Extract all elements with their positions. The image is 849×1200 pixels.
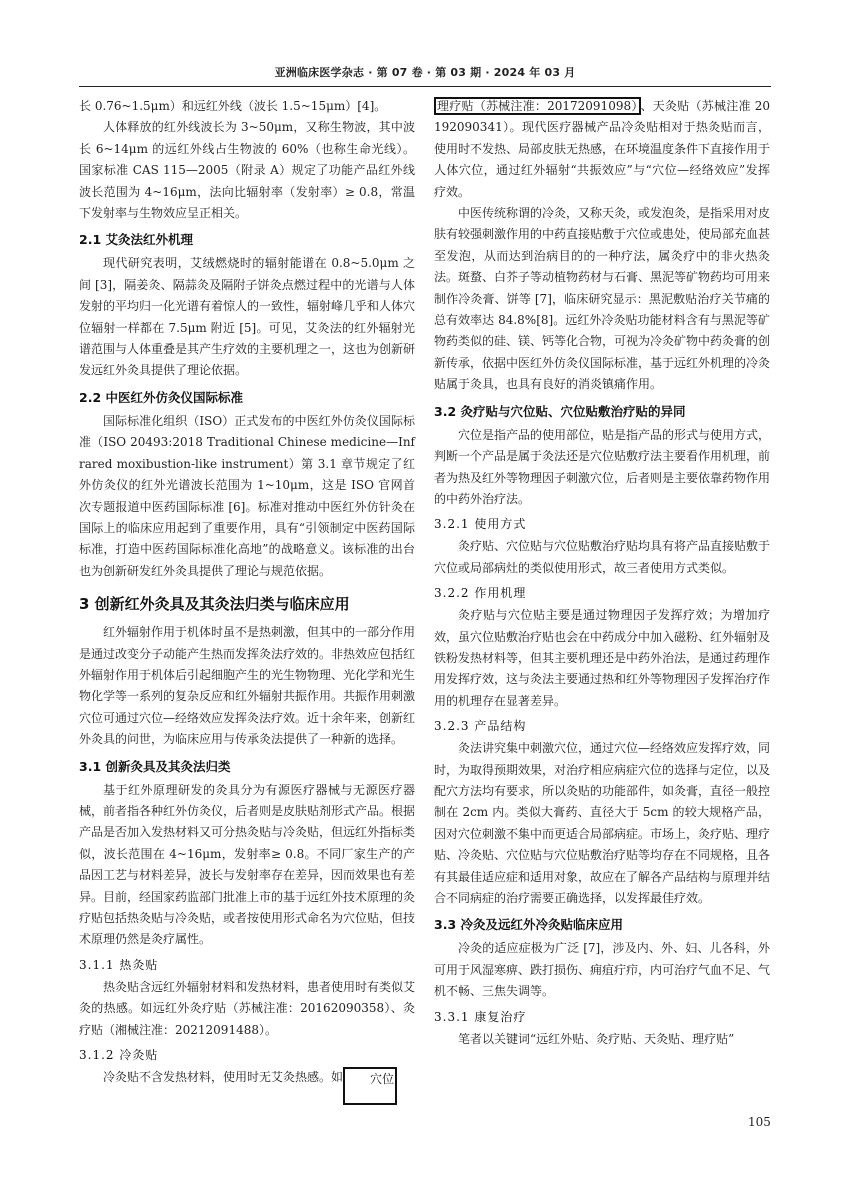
highlight-box: 理疗贴（苏械注准：20172091098） xyxy=(434,97,641,115)
paragraph: 穴位是指产品的使用部位，贴是指产品的形式与使用方式，判断一个产品是属于灸法还是穴位贴敷疗法主要看作用机理，前者为热及红外等物理因子刺激穴位，后者则是主要依靠药物作用的中药外治疗法。 xyxy=(434,427,771,506)
paragraph xyxy=(79,1067,415,1105)
paragraph: 人体释放的红外线波长为 3~50μm，又称生物波，其中波长 6~14μm 的远红外线占生物波的 60%（也称生命光线）。国家标准 CAS 115—2005（附录 A）规定了功能产品红外线波长范围为 4~16μm，法向比辐射率（发射率）≥ 0.8，常温下发射率与生物效应呈正相关。 xyxy=(79,120,415,221)
paragraph: 基于红外原理研发的灸具分为有源医疗器械与无源医疗器械，前者指各种红外仿灸仪，后者则是皮肤贴剂形式产品。根据产品是否加入发热材料又可分热灸贴与冷灸贴，但远红外指标类似，波长范围在 4~16μm，发射率≥ 0.8。不同厂家生产的产品因工艺与材料差异，波长与发射率存在差异，因而效果也有差异。目前，经国家药监部门批准上市的基于远红外技术原理的灸疗贴包括热灸贴与冷灸贴，或者按使用形式命名为穴位贴，但技术原理仍然是灸疗属性。 xyxy=(79,782,416,947)
paragraph: 灸疗贴、穴位贴与穴位贴敷治疗贴均具有将产品直接贴敷于穴位或局部病灶的类似使用形式，故三者使用方式类似。 xyxy=(434,539,771,575)
page-number: 105 xyxy=(748,1115,771,1129)
paragraph xyxy=(434,96,770,203)
paragraph: 长 0.76~1.5μm）和远红外线（波长 1.5~15μm）[4]。 xyxy=(79,99,387,113)
section-heading: 2.1 艾灸法红外机理 xyxy=(79,232,193,248)
section-heading: 3.2 灸疗贴与穴位贴、穴位贴敷治疗贴的异同 xyxy=(434,403,686,419)
paragraph: 灸法讲究集中刺激穴位，通过穴位—经络效应发挥疗效，同时，为取得预期效果，对治疗相应病症穴位的选择与定位，以及配穴方法均有要求，所以灸贴的功能部件，如灸膏，直径一般控制在 2cm 内。类似大膏药、直径大于 5cm 的较大规格产品，因对穴位刺激不集中而更适合局部病症。市场上，灸疗贴、理疗贴、冷灸贴、穴位贴与穴位贴敷治疗贴等均存在不同规格，且各有其最佳适应症和适用对象，故应在了解各产品结构与原理并结合不同病症的治疗需要正确选择，以发挥最佳疗效。 xyxy=(434,741,771,905)
paragraph: 冷灸的适应症极为广泛 [7]，涉及内、外、妇、儿各科，外可用于风湿寒痹、跌打损伤、痈疽疔疖，内可治疗气血不足、气机不畅、三焦失调等。 xyxy=(434,941,771,999)
paragraph-text: 冷灸贴不含发热材料，使用时无艾灸热感。如 xyxy=(103,1070,344,1085)
header-divider xyxy=(79,86,771,87)
paragraph: 红外辐射作用于机体时虽不是热刺激，但其中的一部分作用是通过改变分子动能产生热而发挥灸法疗效的。非热效应包括红外辐射作用于机体后引起细胞产生的光生物物理、光化学和光生物化学等一系列的复杂反应和红外辐射共振作用。共振作用刺激穴位可通过穴位—经络效应发挥灸法疗效。近十余年来，创新红外灸具的问世，为临床应用与传承灸法提供了一种新的选择。 xyxy=(79,625,416,747)
journal-header: 亚洲临床医学杂志 · 第 07 卷 · 第 03 期 · 2024 年 03 月 xyxy=(274,66,576,79)
paragraph: 现代研究表明，艾绒燃烧时的辐射能谱在 0.8~5.0μm 之间 [3]，隔姜灸、隔蒜灸及隔附子饼灸点燃过程中的光谱与人体发射的平均归一化光谱有着惊人的一致性，辐射峰几乎和人体穴位辐射一样都在 7.5μm 附近 [5]。可见，艾灸法的红外辐射光谱范围与人体重叠是其产生疗效的主要机理之一，这也为创新研发远红外灸具提供了理论依据。 xyxy=(79,256,416,378)
left-column xyxy=(79,96,415,1105)
subsection-heading: 3.3.1 康复治疗 xyxy=(434,1009,527,1024)
section-heading: 3.1 创新灸具及其灸法归类 xyxy=(79,758,231,774)
section-heading: 2.2 中医红外仿灸仪国际标准 xyxy=(79,389,243,405)
section-heading: 3.3 冷灸及远红外冷灸贴临床应用 xyxy=(434,917,623,933)
highlight-box: 穴位 xyxy=(343,1067,397,1105)
paragraph: 中医传统称谓的冷灸，又称天灸，或发泡灸，是指采用对皮肤有较强刺激作用的中药直接贴敷于穴位或患处，使局部充血甚至发泡，从而达到治病目的的一种疗法，属灸疗中的非火热灸法。斑蝥、白芥子等动植物药材与石膏、黑泥等矿物药均可用来制作冷灸膏、饼等 [7]，临床研究显示：黑泥敷贴治疗关节痛的总有效率达 84.8%[8]。远红外冷灸贴功能材料含有与黑泥等矿物药类似的硅、镁、钙等化合物，可视为冷灸矿物中药灸膏的创新传承，依据中医红外仿灸仪国际标准，基于远红外机理的冷灸贴属于灸具，也具有良好的消炎镇痛作用。 xyxy=(434,206,771,392)
subsection-heading: 3.2.3 产品结构 xyxy=(434,719,527,734)
paragraph: 热灸贴含远红外辐射材料和发热材料，患者使用时有类似艾灸的热感。如远红外灸疗贴（苏械注准：20162090358）、灸疗贴（湘械注准：20212091488）。 xyxy=(79,979,416,1037)
subsection-heading: 3.1.1 热灸贴 xyxy=(79,957,159,972)
right-column xyxy=(434,96,770,1050)
paragraph: 灸疗贴与穴位贴主要是通过物理因子发挥疗效；为增加疗效，虽穴位贴敷治疗贴也会在中药成分中加入磁粉、红外辐射及铁粉发热材料等，但其主要机理还是中药外治法，是通过药理作用发挥疗效，这与灸法主要通过热和红外等物理因子发挥治疗作用的机理存在显著差异。 xyxy=(434,608,771,708)
chapter-heading: 3 创新红外灸具及其灸法归类与临床应用 xyxy=(79,595,350,614)
paragraph-text: 、天灸贴（苏械注准 20192090341）。现代医疗器械产品冷灸贴相对于热灸贴而言，使用时不发热、局部皮肤无热感，在环境温度条件下直接作用于人体穴位，通过红外辐射“共振效应”与“穴位—经络效应”发挥疗效。 xyxy=(434,99,771,199)
paragraph: 国际标准化组织（ISO）正式发布的中医红外仿灸仪国际标准（ISO 20493:2018 Traditional Chinese medicine—Infrared moxibustion-like instrument）第 3.1 章节规定了红外仿灸仪的红外光谱波长范围为 1~10μm，这是 ISO 官网首次专题报道中医药国际标准 [6]。标准对推动中医红外仿针灸在国际上的临床应用起到了重要作用，具有“引领制定中医药国际标准，打造中医药国际标准化高地”的战略意义。该标准的出台也为创新研发红外灸具提供了理论与规范依据。 xyxy=(79,413,415,578)
paragraph: 笔者以关键词“远红外贴、灸疗贴、天灸贴、理疗贴” xyxy=(458,1031,735,1046)
subsection-heading: 3.2.1 使用方式 xyxy=(434,517,527,532)
subsection-heading: 3.1.2 冷灸贴 xyxy=(79,1048,159,1063)
subsection-heading: 3.2.2 作用机理 xyxy=(434,586,527,601)
